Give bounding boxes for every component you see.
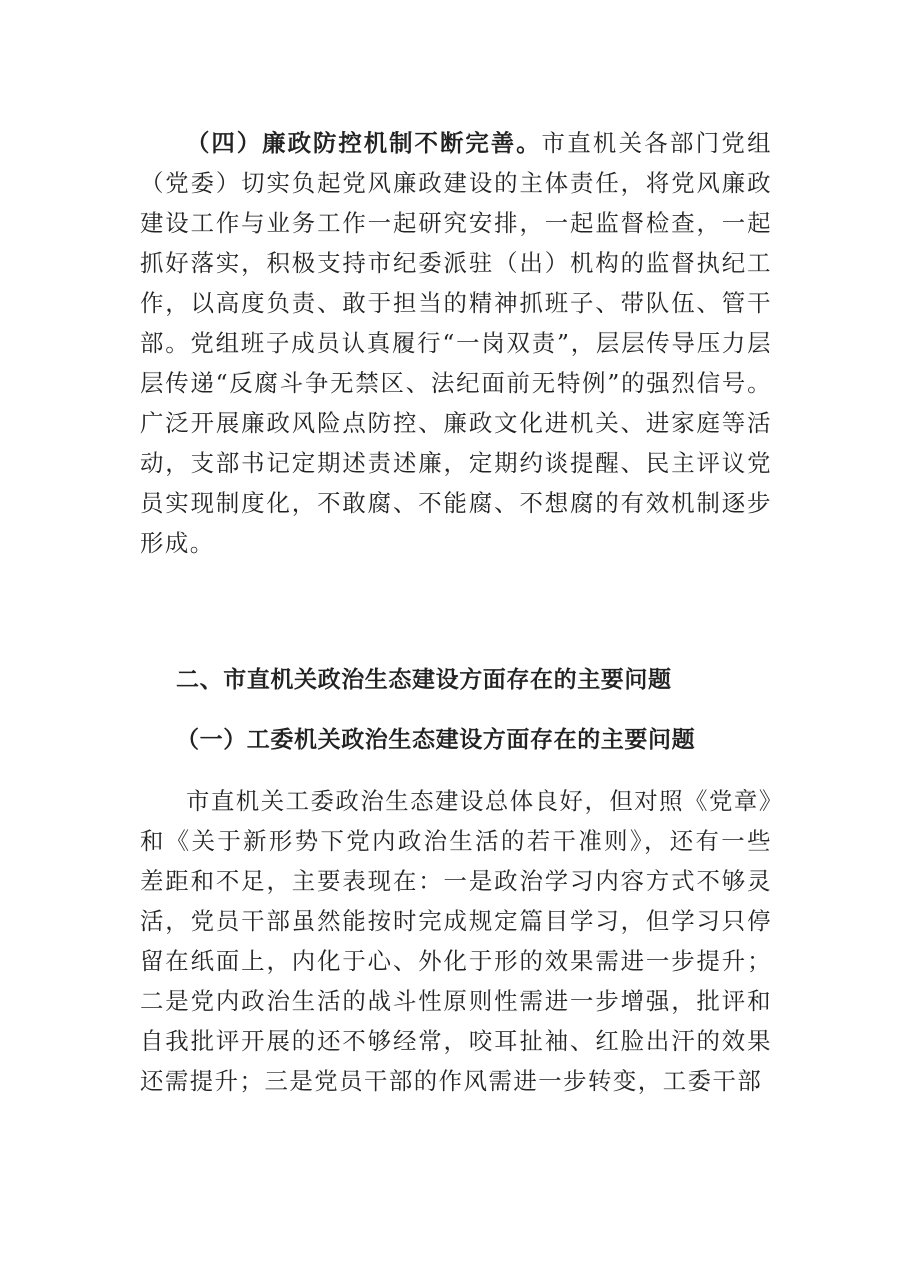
subheading-one: （一）工委机关政治生态建设方面存在的主要问题 [176, 727, 696, 753]
heading-two: 二、市直机关政治生态建设方面存在的主要问题 [176, 667, 672, 693]
section-four-body: 市直机关各部门党组（党委）切实负起党风廉政建设的主体责任，将党风廉政建设工作与业务工作一起研究安排，一起监督检查，一起抓好落实，积极支持市纪委派驻（出）机构的监督执纪工作，以高度负责、敢于担当的精神抓班子、带队伍、管干部。党组班子成员认真履行“一岗双责”，层层传导压力层层传递“反腐斗争无禁区、法纪面前无特例”的强烈信号。广泛开展廉政风险点防控、廉政文化进机关、进家庭等活动，支部书记定期述责述廉，定期约谈提醒、民主评议党员实现制度化，不敢腐、不能腐、不想腐的有效机制逐步形成。 [140, 129, 772, 557]
problems-paragraph: 市直机关工委政治生态建设总体良好，但对照《党章》和《关于新形势下党内政治生活的若干准则》，还有一些差距和不足，主要表现在：一是政治学习内容方式不够灵活，党员干部虽然能按时完成规定篇目学习，但学习只停留在纸面上，内化于心、外化于形的效果需进一步提升；二是党内政治生活的战斗性原则性需进一步增强，批评和自我批评开展的还不够经常，咬耳扯袖、红脸出汗的效果还需提升；三是党员干部的作风需进一步转变，工委干部 [140, 787, 772, 1095]
section-four-paragraph [140, 123, 772, 563]
section-four-lead: （四）廉政防控机制不断完善。 [186, 129, 542, 157]
